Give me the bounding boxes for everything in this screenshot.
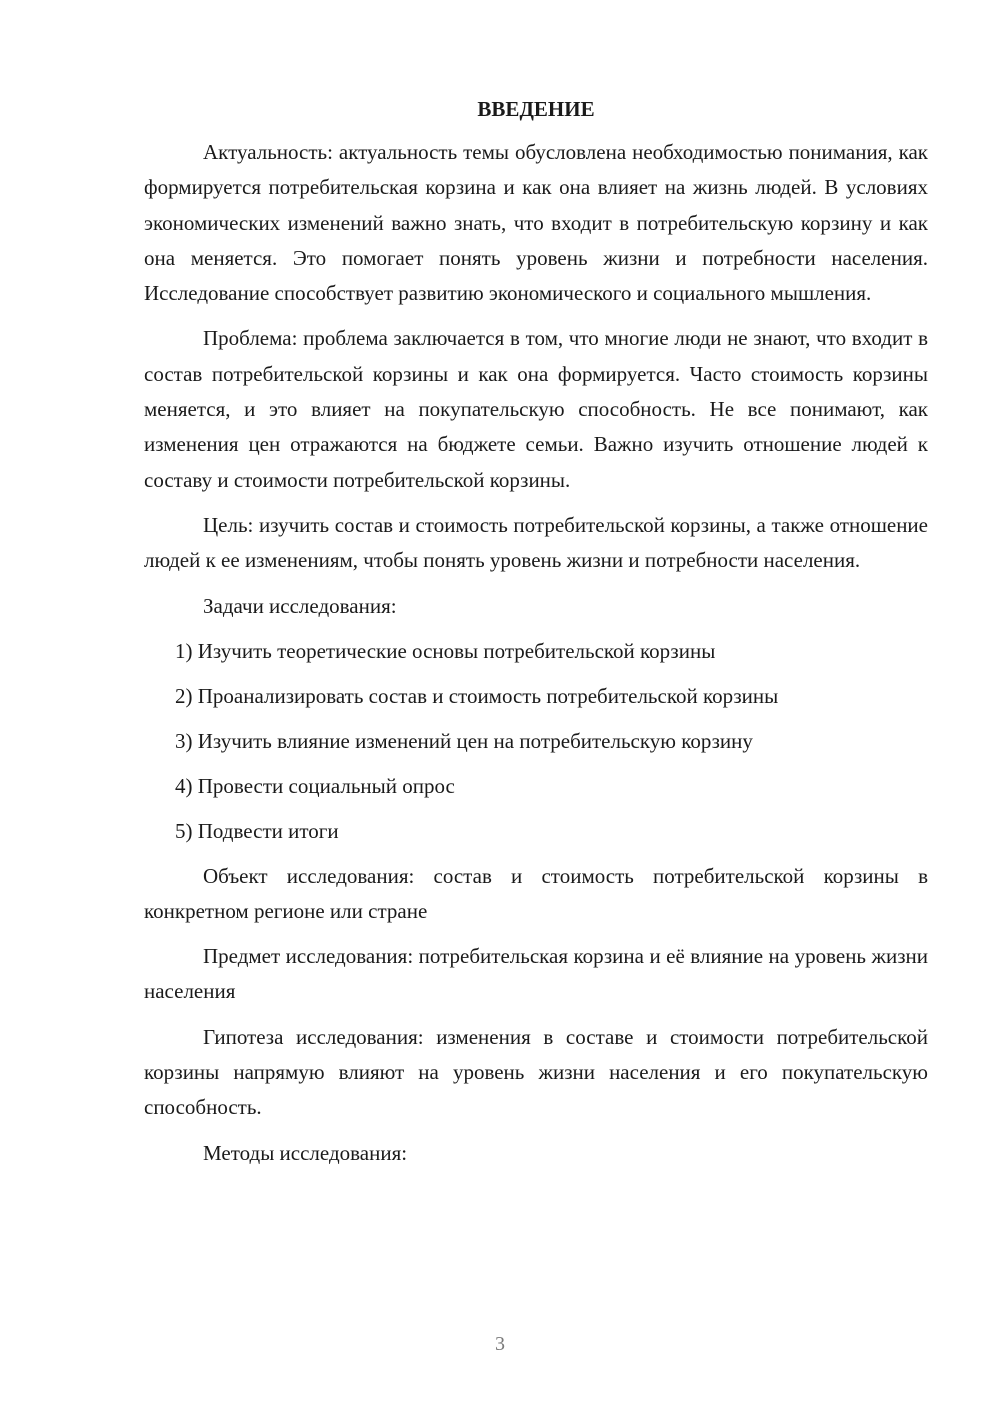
document-page (144, 92, 928, 1181)
tasks-heading: Задачи исследования: (203, 593, 397, 618)
problem-paragraph: Проблема: проблема заключается в том, что многие люди не знают, что входит в состав потребительской корзины и как она формируется. Часто стоимость корзины меняется, и это влияет на покупательскую способность. Не все понимают, как изменения цен отражаются на бюджете семьи. Важно изучить отношение людей к составу и стоимости потребительской корзины. (144, 326, 928, 492)
relevance-paragraph: Актуальность: актуальность темы обусловлена необходимостью понимания, как формируется потребительская корзина и как она влияет на жизнь людей. В условиях экономических изменений важно знать, что входит в потребительскую корзину и как она меняется. Это помогает понять уровень жизни и потребности населения. Исследование способствует развитию экономического и социального мышления. (144, 140, 928, 306)
goal-paragraph: Цель: изучить состав и стоимость потребительской корзины, а также отношение людей к ее изменениям, чтобы понять уровень жизни и потребности населения. (144, 512, 928, 573)
methods-heading: Методы исследования: (203, 1140, 408, 1165)
page-number: 3 (495, 1333, 505, 1355)
task-item-4: 4) Провести социальный опрос (175, 773, 455, 798)
task-item-5: 5) Подвести итоги (175, 818, 339, 843)
hypothesis-paragraph: Гипотеза исследования: изменения в составе и стоимости потребительской корзины напрямую влияют на уровень жизни населения и его покупательскую способность. (144, 1024, 928, 1120)
page-title: ВВЕДЕНИЕ (477, 97, 595, 121)
task-item-1: 1) Изучить теоретические основы потребительской корзины (175, 638, 716, 663)
object-paragraph: Объект исследования: состав и стоимость потребительской корзины в конкретном регионе или стране (144, 863, 928, 923)
task-item-2: 2) Проанализировать состав и стоимость потребительской корзины (175, 683, 779, 708)
subject-paragraph: Предмет исследования: потребительская корзина и её влияние на уровень жизни населения (144, 944, 928, 1004)
task-item-3: 3) Изучить влияние изменений цен на потребительскую корзину (175, 728, 753, 753)
tasks-list (144, 634, 928, 849)
